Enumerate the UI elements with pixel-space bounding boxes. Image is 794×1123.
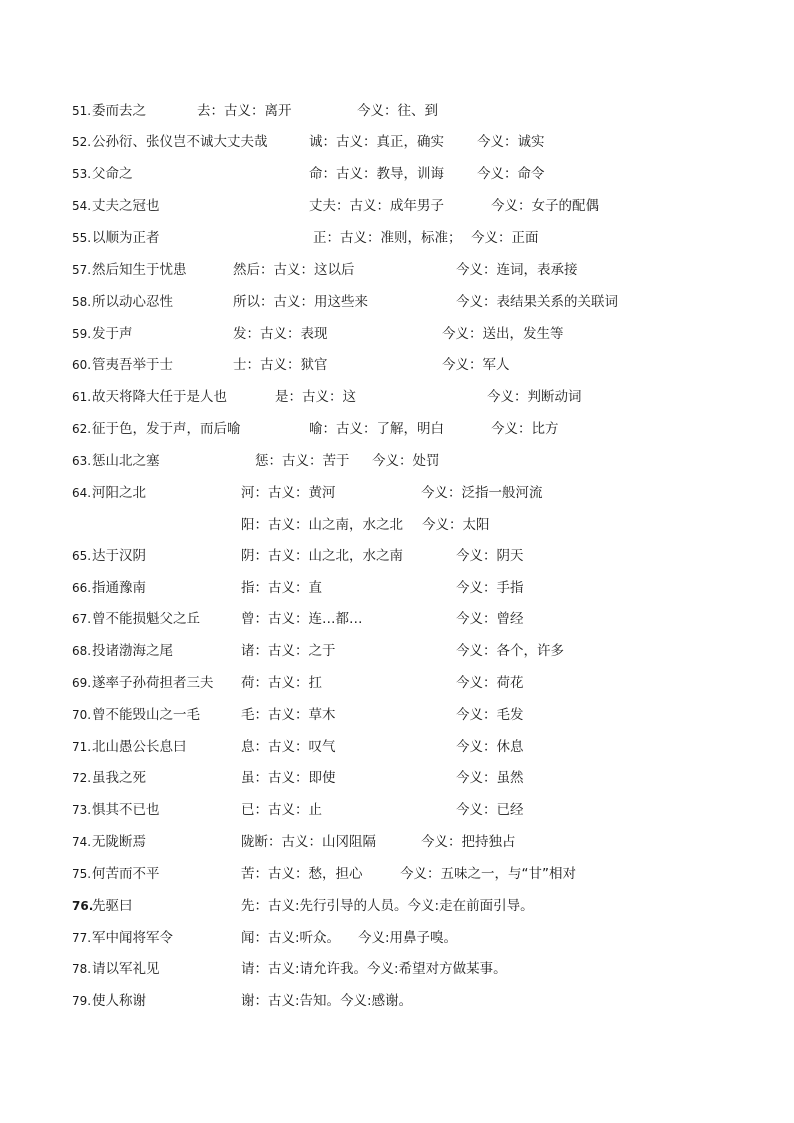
- item-modern-meaning: 今义：比方: [491, 421, 559, 437]
- item-modern-meaning: 今义：命令: [477, 166, 545, 182]
- list-item: [0, 957, 794, 981]
- item-modern-meaning: 今义：毛发: [456, 707, 524, 723]
- item-phrase: 然后知生于忧患: [92, 262, 187, 278]
- item-ancient-meaning: 荷：古义：扛: [241, 675, 322, 691]
- list-item: [0, 830, 794, 854]
- list-item: [0, 130, 794, 154]
- item-number: 77.: [72, 931, 92, 945]
- list-item: [0, 449, 794, 473]
- list-item: [0, 798, 794, 822]
- item-ancient-meaning: 已：古义：止: [241, 802, 322, 818]
- item-phrase: 何苦而不平: [92, 866, 160, 882]
- item-ancient-meaning: 正：古义：准则，标准；: [313, 230, 462, 246]
- item-modern-meaning: 今义：各个，许多: [456, 643, 564, 659]
- item-modern-meaning: 今义：五味之一，与“甘”相对: [400, 866, 576, 882]
- item-phrase: 丈夫之冠也: [92, 198, 160, 214]
- list-item: [0, 703, 794, 727]
- item-ancient-meaning: 曾：古义：连…都…: [241, 611, 363, 627]
- item-phrase: 请以军礼见: [92, 961, 160, 977]
- item-ancient-meaning: 士：古义：狱官: [233, 357, 328, 373]
- item-number: 78.: [72, 962, 92, 976]
- item-number: 69.: [72, 676, 92, 690]
- item-ancient-meaning: 丈夫：古义：成年男子: [309, 198, 444, 214]
- list-item: [0, 544, 794, 568]
- item-modern-meaning: 今义：表结果关系的关联词: [456, 294, 618, 310]
- item-ancient-meaning: 去：古义：离开: [197, 103, 292, 119]
- item-number: 64.: [72, 486, 92, 500]
- item-number: 74.: [72, 835, 92, 849]
- item-ancient-meaning: 命：古义：教导，训诲: [309, 166, 444, 182]
- item-phrase: 管夷吾举于士: [92, 357, 173, 373]
- item-modern-meaning: 今义：阴天: [456, 548, 524, 564]
- item-ancient-meaning: 陇断：古义：山冈阻隔: [241, 834, 376, 850]
- item-number: 61.: [72, 390, 92, 404]
- item-ancient-meaning: 所以：古义：用这些来: [233, 294, 368, 310]
- item-modern-meaning: 今义：手指: [456, 580, 524, 596]
- item-number: 59.: [72, 327, 92, 341]
- item-number: 68.: [72, 644, 92, 658]
- item-ancient-meaning: 请：古义:请允许我。今义:希望对方做某事。: [241, 961, 507, 977]
- item-modern-meaning: 今义：曾经: [456, 611, 524, 627]
- item-modern-meaning: 今义：荷花: [456, 675, 524, 691]
- item-number: 73.: [72, 803, 92, 817]
- item-phrase: 投诸渤海之尾: [92, 643, 173, 659]
- list-item: [0, 862, 794, 886]
- item-ancient-meaning: 诸：古义：之于: [241, 643, 336, 659]
- item-number: 62.: [72, 422, 92, 436]
- item-modern-meaning: 今义：处罚: [372, 453, 440, 469]
- item-phrase: 故天将降大任于是人也: [92, 389, 227, 405]
- item-number: 52.: [72, 135, 92, 149]
- item-ancient-meaning: 闻：古义:听众。: [241, 930, 341, 946]
- list-item: [0, 258, 794, 282]
- list-item: [0, 766, 794, 790]
- item-phrase: 以顺为正者: [92, 230, 160, 246]
- item-modern-meaning: 今义：休息: [456, 739, 524, 755]
- item-number: 72.: [72, 771, 92, 785]
- item-modern-meaning: 今义：连词，表承接: [456, 262, 578, 278]
- item-ancient-meaning: 指：古义：直: [241, 580, 322, 596]
- item-ancient-meaning: 苦：古义：愁，担心: [241, 866, 363, 882]
- list-item: [0, 99, 794, 123]
- item-modern-meaning: 今义：泛指一般河流: [421, 485, 543, 501]
- item-phrase: 指通豫南: [92, 580, 146, 596]
- list-item: [0, 607, 794, 631]
- item-modern-meaning: 今义：往、到: [357, 103, 438, 119]
- list-item: [0, 194, 794, 218]
- item-ancient-meaning: 毛：古义：草木: [241, 707, 336, 723]
- item-ancient-meaning: 诚：古义：真正，确实: [309, 134, 444, 150]
- item-ancient-meaning: 先：古义:先行引导的人员。今义:走在前面引导。: [241, 898, 534, 914]
- item-modern-meaning: 今义：正面: [471, 230, 539, 246]
- list-item: [0, 894, 794, 918]
- item-modern-meaning: 今义：女子的配偶: [491, 198, 599, 214]
- item-phrase: 公孙衍、张仪岂不诚大丈夫哉: [92, 134, 268, 150]
- item-number: 65.: [72, 549, 92, 563]
- item-phrase: 北山愚公长息曰: [92, 739, 187, 755]
- list-item: [0, 417, 794, 441]
- list-item: [0, 226, 794, 250]
- item-phrase: 曾不能毁山之一毛: [92, 707, 200, 723]
- list-item: [0, 322, 794, 346]
- list-item: [0, 576, 794, 600]
- item-number: 79.: [72, 994, 92, 1008]
- list-item: [0, 639, 794, 663]
- item-phrase: 军中闻将军令: [92, 930, 173, 946]
- item-ancient-meaning: 虽：古义：即使: [241, 770, 336, 786]
- item-phrase: 达于汉阴: [92, 548, 146, 564]
- item-phrase: 河阳之北: [92, 485, 146, 501]
- item-number: 54.: [72, 199, 92, 213]
- list-item: [0, 926, 794, 950]
- item-modern-meaning: 今义：送出，发生等: [442, 326, 564, 342]
- item-number: 55.: [72, 231, 92, 245]
- item-phrase: 惧其不已也: [92, 802, 160, 818]
- item-ancient-meaning: 谢：古义:告知。今义:感谢。: [241, 993, 413, 1009]
- list-item: [0, 513, 794, 537]
- item-phrase: 所以动心忍性: [92, 294, 173, 310]
- list-item: [0, 290, 794, 314]
- item-number: 75.: [72, 867, 92, 881]
- item-number: 70.: [72, 708, 92, 722]
- item-ancient-meaning: 是：古义：这: [275, 389, 356, 405]
- item-phrase: 父命之: [92, 166, 133, 182]
- item-phrase: 虽我之死: [92, 770, 146, 786]
- list-item: [0, 481, 794, 505]
- item-number: 76.: [72, 899, 94, 913]
- item-modern-meaning: 今义：军人: [442, 357, 510, 373]
- item-modern-meaning: 今义：判断动词: [487, 389, 582, 405]
- list-item: [0, 989, 794, 1013]
- item-modern-meaning: 今义：已经: [456, 802, 524, 818]
- item-phrase: 无陇断焉: [92, 834, 146, 850]
- item-ancient-meaning: 然后：古义：这以后: [233, 262, 355, 278]
- item-number: 67.: [72, 612, 92, 626]
- item-number: 53.: [72, 167, 92, 181]
- list-item: [0, 735, 794, 759]
- item-modern-meaning: 今义：把持独占: [421, 834, 516, 850]
- item-phrase: 征于色，发于声，而后喻: [92, 421, 241, 437]
- list-item: [0, 385, 794, 409]
- item-phrase: 委而去之: [92, 103, 146, 119]
- item-number: 60.: [72, 358, 92, 372]
- item-phrase: 使人称谢: [92, 993, 146, 1009]
- item-ancient-meaning: 阳：古义：山之南，水之北: [241, 517, 403, 533]
- item-number: 66.: [72, 581, 92, 595]
- item-phrase: 惩山北之塞: [92, 453, 160, 469]
- item-ancient-meaning: 发：古义：表现: [233, 326, 328, 342]
- item-phrase: 曾不能损魁父之丘: [92, 611, 200, 627]
- item-number: 51.: [72, 104, 92, 118]
- item-modern-meaning: 今义:用鼻子嗅。: [358, 930, 458, 946]
- list-item: [0, 671, 794, 695]
- item-modern-meaning: 今义：虽然: [456, 770, 524, 786]
- item-number: 71.: [72, 740, 92, 754]
- item-phrase: 发于声: [92, 326, 133, 342]
- item-modern-meaning: 今义：诚实: [477, 134, 545, 150]
- item-number: 63.: [72, 454, 92, 468]
- item-ancient-meaning: 惩：古义：苦于: [255, 453, 350, 469]
- item-ancient-meaning: 河：古义：黄河: [241, 485, 336, 501]
- item-ancient-meaning: 喻：古义：了解，明白: [309, 421, 444, 437]
- item-modern-meaning: 今义：太阳: [422, 517, 490, 533]
- item-phrase: 遂率子孙荷担者三夫: [92, 675, 214, 691]
- list-item: [0, 353, 794, 377]
- item-phrase: 先驱曰: [92, 898, 133, 914]
- item-ancient-meaning: 息：古义：叹气: [241, 739, 336, 755]
- list-item: [0, 162, 794, 186]
- item-ancient-meaning: 阴：古义：山之北，水之南: [241, 548, 403, 564]
- item-number: 57.: [72, 263, 92, 277]
- item-number: 58.: [72, 295, 92, 309]
